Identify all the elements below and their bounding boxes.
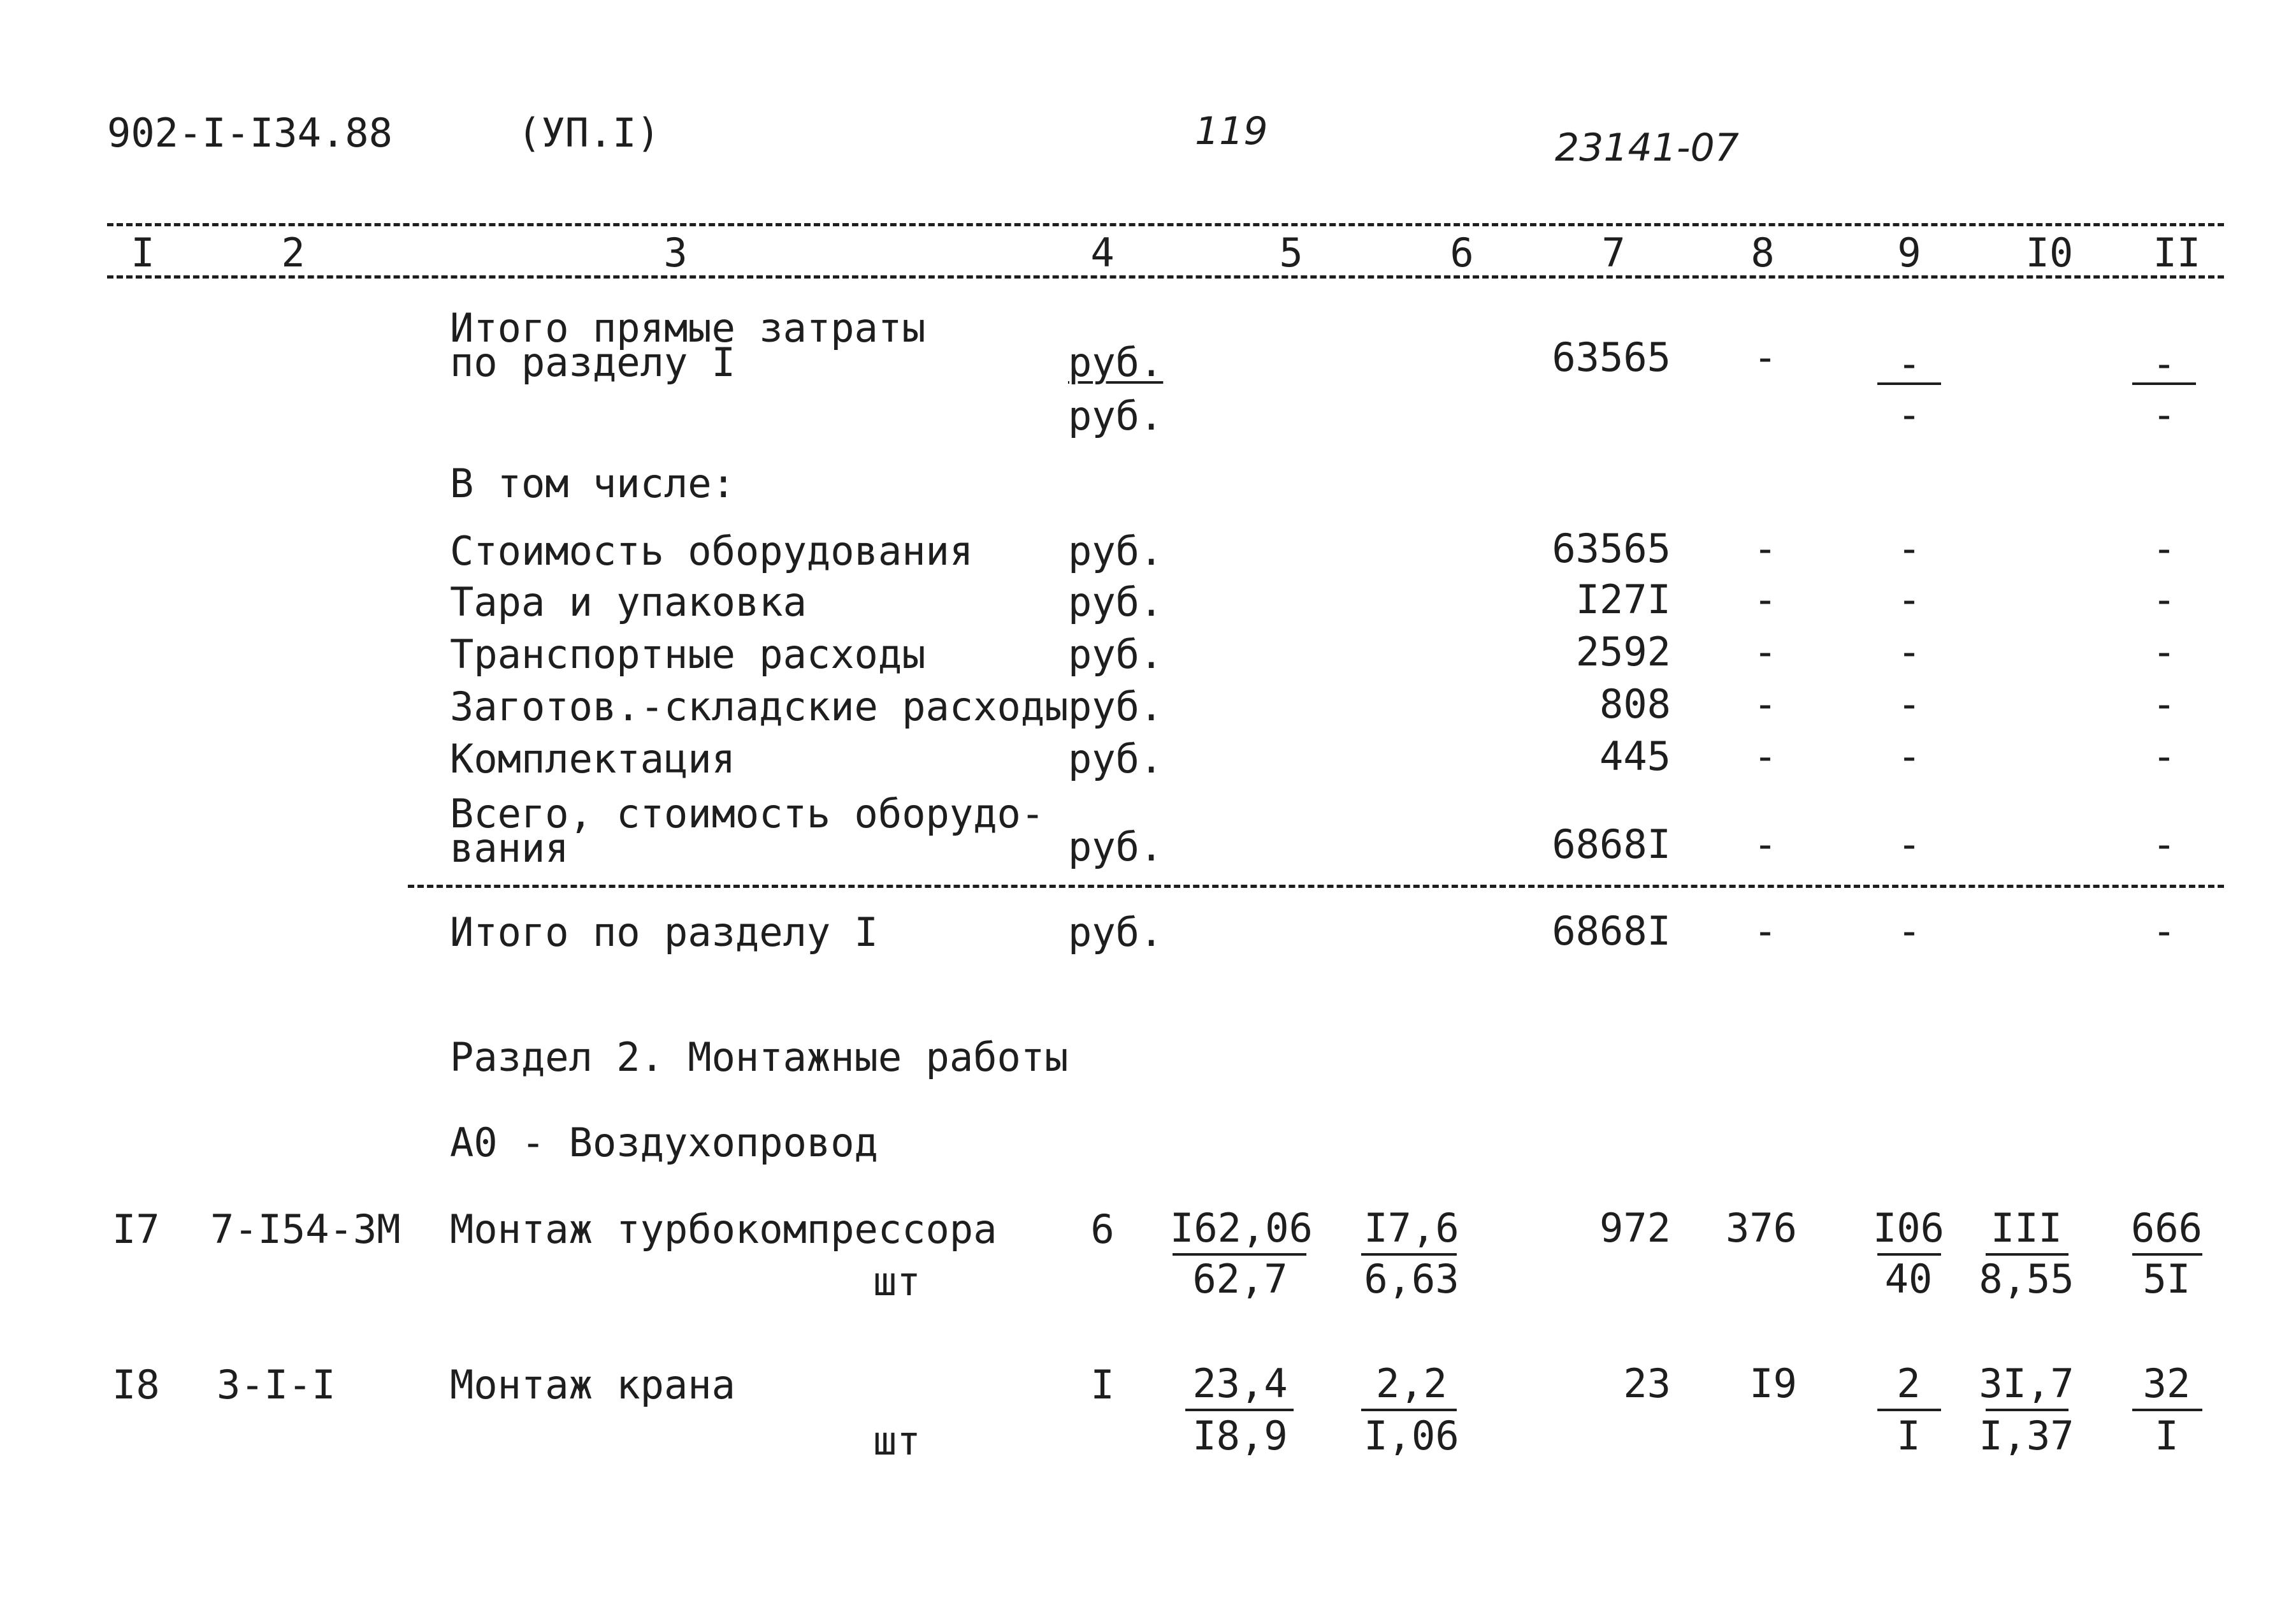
item-col8: - [1753,628,1777,675]
item-name: Транспортные расходы [450,631,926,678]
item-col8: - [1753,525,1777,572]
col-header-8: 8 [1751,229,1775,276]
row-unit: шт [873,1418,921,1464]
row-col9-fraction-line [1877,1409,1941,1411]
section-total-rule [408,885,2224,888]
row-col11-fraction-line [2132,1409,2202,1411]
item-value: 2592 [1575,628,1671,675]
item-col8: - [1753,733,1777,780]
row-col6-bottom: I,06 [1364,1412,1459,1459]
col-header-5: 5 [1279,229,1303,276]
row-col7: 23 [1623,1360,1671,1407]
row-number: I8 [112,1361,160,1408]
row-col6-fraction-line [1361,1409,1457,1411]
row-col11-top: 32 [2142,1360,2191,1407]
section-total-col11: - [2152,908,2176,954]
section-total-label: Итого по разделу I [450,909,878,955]
row-number: I7 [112,1206,160,1252]
row-col5-bottom: I8,9 [1192,1412,1288,1459]
including-label: В том числе: [450,460,735,507]
col-header-4: 4 [1090,229,1115,276]
document-code: 902-I-I34.88 [107,110,393,156]
item-unit: руб. [1068,631,1164,678]
col-header-7: 7 [1601,229,1626,276]
row-unit: шт [873,1258,921,1305]
row-qty: 6 [1090,1206,1115,1252]
item-col8: - [1753,576,1777,623]
item-col11: - [2152,525,2176,572]
direct-costs-unit: руб. [1068,339,1164,386]
direct-costs-value: 63565 [1552,334,1671,381]
direct-costs-col9-bottom: - [1897,391,1921,438]
row-col6-bottom: 6,63 [1364,1256,1459,1302]
row-qty: I [1090,1361,1115,1408]
item-col11: - [2152,681,2176,727]
item-unit: руб. [1068,736,1164,782]
item-name: Комплектация [450,736,735,782]
header-top-rule [107,223,2224,226]
item-col9: - [1897,681,1921,727]
section-total-col9: - [1897,908,1921,954]
row-col9-bottom: 40 [1884,1256,1933,1302]
item-col8: - [1753,681,1777,727]
col-header-10: I0 [2025,229,2074,276]
item-name: Тара и упаковка [450,579,807,625]
direct-costs-col9-top: - [1897,340,1921,387]
row-col7: 972 [1599,1205,1671,1251]
item-value: I27I [1575,576,1671,623]
row-col11-bottom: 5I [2142,1256,2191,1302]
row-col10-top: III [1991,1205,2062,1251]
item-col11: - [2152,733,2176,780]
row-name: Монтаж крана [450,1361,735,1408]
row-col10-bottom: I,37 [1979,1412,2074,1459]
item-value: 808 [1599,681,1671,727]
row-col6-top: 2,2 [1376,1360,1447,1407]
row-col9-bottom: I [1896,1412,1921,1459]
row-col5-top: 23,4 [1192,1360,1288,1407]
row-col5-fraction-line [1185,1409,1294,1411]
item-col9: - [1897,525,1921,572]
section-total-col8: - [1753,908,1777,954]
section-2-subtitle: А0 - Воздухопровод [450,1119,878,1166]
item-name: Заготов.-складские расходы [450,683,1069,730]
total-equipment-label-line1: Всего, стоимость оборудо- [450,790,1045,837]
direct-costs-label-line2: по разделу I [450,339,735,386]
row-col8: I9 [1749,1360,1797,1407]
col-header-1: I [131,229,155,276]
total-equipment-value: 6868I [1552,821,1671,868]
row-col8: 376 [1726,1205,1797,1251]
row-col5-top: I62,06 [1170,1205,1313,1251]
row-col9-top: I06 [1873,1205,1944,1251]
item-value: 445 [1599,733,1671,780]
col-header-9: 9 [1897,229,1921,276]
row-col11-bottom: I [2155,1412,2179,1459]
section-total-value: 6868I [1552,908,1671,954]
row-code: 7-I54-3М [210,1206,401,1252]
section-2-title: Раздел 2. Монтажные работы [450,1034,1069,1080]
total-equipment-col8: - [1753,821,1777,868]
row-col11-top: 666 [2131,1205,2202,1251]
item-unit: руб. [1068,683,1164,730]
item-unit: руб. [1068,528,1164,574]
inventory-number: 23141-07 [1555,126,1739,170]
item-value: 63565 [1552,525,1671,572]
direct-costs-label-line1: Итого прямые затраты [450,305,926,351]
item-col9: - [1897,628,1921,675]
row-col5-bottom: 62,7 [1192,1256,1288,1302]
row-col10-top: 3I,7 [1979,1360,2074,1407]
item-col11: - [2152,576,2176,623]
item-col9: - [1897,576,1921,623]
row-col10-fraction-line [1986,1409,2069,1411]
direct-costs-col11-bottom: - [2152,391,2176,438]
item-name: Стоимость оборудования [450,528,974,574]
item-col11: - [2152,628,2176,675]
total-equipment-col11: - [2152,821,2176,868]
row-col6-top: I7,6 [1364,1205,1459,1251]
row-col10-bottom: 8,55 [1979,1256,2074,1302]
col-header-6: 6 [1450,229,1474,276]
item-unit: руб. [1068,579,1164,625]
total-equipment-unit: руб. [1068,824,1164,870]
direct-costs-col9-fraction-line [1877,382,1941,385]
header-bottom-rule [107,275,2224,279]
direct-costs-col11-top: - [2152,340,2176,387]
item-col9: - [1897,733,1921,780]
row-col9-top: 2 [1896,1360,1921,1407]
col-header-2: 2 [281,229,305,276]
page-number: 119 [1195,109,1268,154]
row-name: Монтаж турбокомпрессора [450,1206,997,1252]
section-total-unit: руб. [1068,909,1164,955]
total-equipment-col9: - [1897,821,1921,868]
total-equipment-label-line2: вания [450,825,569,871]
col-header-11: II [2153,229,2201,276]
direct-costs-col11-fraction-line [2132,382,2196,385]
direct-costs-unit-2: руб. [1068,393,1164,439]
row-code: 3-I-I [217,1361,336,1408]
section-code: (УП.I) [517,110,660,156]
direct-costs-col8: - [1753,334,1777,381]
col-header-3: 3 [663,229,688,276]
